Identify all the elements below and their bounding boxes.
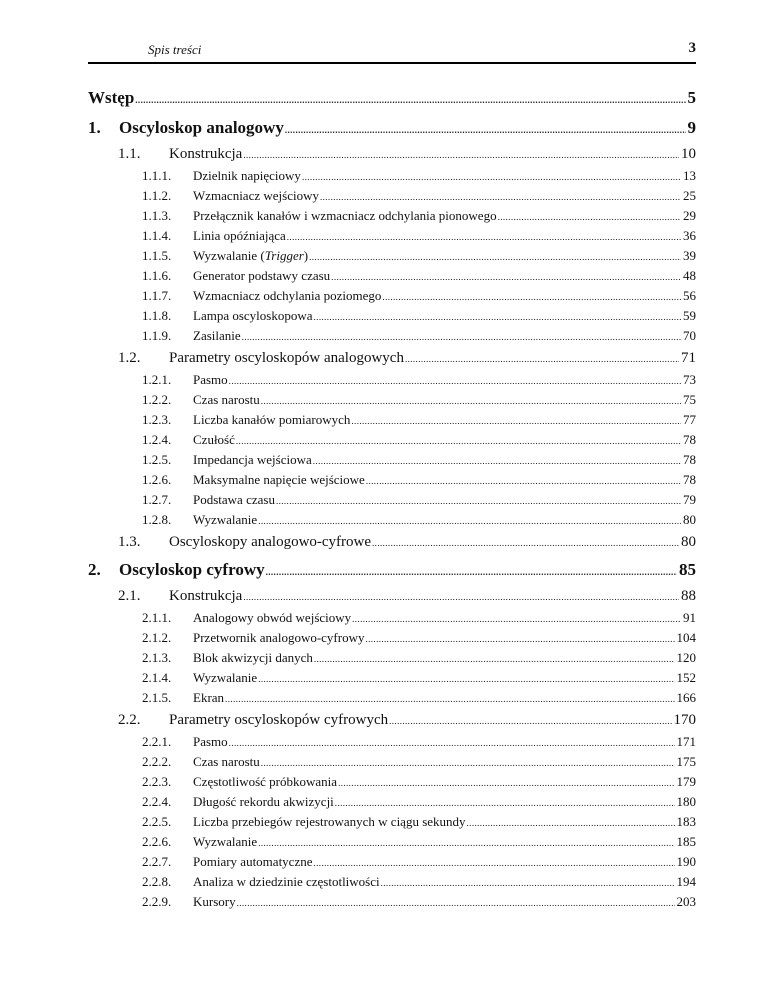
toc-entry — [142, 328, 696, 344]
toc-entry-page: 78 — [683, 472, 696, 487]
toc-entry — [142, 268, 696, 284]
toc-leader-dots — [266, 560, 677, 580]
toc-entry-number: 2.2.1. — [142, 734, 172, 749]
toc-entry-number: 1.2.8. — [142, 512, 172, 527]
toc-entry-page: 78 — [683, 432, 696, 447]
toc-entry — [142, 248, 696, 264]
toc-entry-page: 39 — [683, 248, 696, 263]
toc-entry — [118, 350, 696, 367]
toc-entry-number: 2.2. — [118, 712, 141, 728]
toc-entry-number: 2.2.2. — [142, 754, 172, 769]
toc-entry-page: 80 — [681, 534, 696, 550]
toc-entry-page: 170 — [673, 712, 696, 728]
toc-entry-title: Kursory — [193, 894, 236, 909]
toc-entry-page: 80 — [683, 512, 696, 527]
toc-entry-page: 190 — [676, 854, 696, 869]
toc-entry-number: 2.1.2. — [142, 630, 172, 645]
toc-entry-title: Zasilanie — [193, 328, 241, 343]
toc-entry-title: Przetwornik analogowo-cyfrowy — [193, 630, 365, 645]
toc-entry-page: 5 — [687, 88, 696, 107]
toc-entry-page: 36 — [683, 228, 696, 243]
toc-entry-number: 1.2.5. — [142, 452, 172, 467]
toc-leader-dots — [229, 372, 681, 388]
toc-entry — [142, 308, 696, 324]
toc-entry-page: 179 — [676, 774, 696, 789]
toc-entry-title: Przełącznik kanałów i wzmacniacz odchylania pionowego — [193, 208, 497, 223]
toc-entry-title: Liczba przebiegów rejestrowanych w ciągu sekundy — [193, 814, 466, 829]
toc-entry — [142, 754, 696, 770]
toc-leader-dots — [285, 118, 686, 138]
toc-entry-title: Pasmo — [193, 372, 228, 387]
toc-entry-title: Lampa oscyloskopowa — [193, 308, 313, 323]
toc-entry-title: Konstrukcja — [169, 146, 243, 162]
toc-entry — [142, 734, 696, 750]
toc-entry-title: Analogowy obwód wejściowy — [193, 610, 352, 625]
toc-leader-dots — [314, 650, 675, 666]
toc-entry-title: Częstotliwość próbkowania — [193, 774, 338, 789]
toc-entry-page: 88 — [681, 588, 696, 604]
toc-entry-number: 2.2.4. — [142, 794, 172, 809]
toc-leader-dots — [258, 670, 674, 686]
toc-leader-dots — [225, 690, 674, 706]
toc-entry-number: 1.2.3. — [142, 412, 172, 427]
toc-entry — [142, 690, 696, 706]
toc-entry-title: Parametry oscyloskopów cyfrowych — [169, 712, 389, 728]
toc-entry-number: 2. — [88, 560, 101, 579]
toc-entry-title: Dzielnik napięciowy — [193, 168, 301, 183]
toc-entry-page: 180 — [676, 794, 696, 809]
toc-entry — [88, 118, 696, 138]
toc-entry-page: 48 — [683, 268, 696, 283]
toc-entry-page: 166 — [676, 690, 696, 705]
toc-entry-number: 2.1.4. — [142, 670, 172, 685]
toc-entry — [118, 534, 696, 551]
toc-entry-title: Wyzwalanie (Trigger) — [193, 248, 309, 263]
toc-entry-title: Konstrukcja — [169, 588, 243, 604]
toc-leader-dots — [389, 712, 671, 729]
toc-entry-number: 1.1. — [118, 146, 141, 162]
toc-entry-page: 78 — [683, 452, 696, 467]
toc-entry — [142, 492, 696, 508]
toc-entry-title: Czas narostu — [193, 754, 260, 769]
toc-entry-page: 183 — [676, 814, 696, 829]
toc-entry — [142, 392, 696, 408]
toc-leader-dots — [261, 754, 675, 770]
toc-entry-number: 1.2.7. — [142, 492, 172, 507]
toc-entry-page: 91 — [683, 610, 696, 625]
toc-entry-page: 10 — [681, 146, 696, 162]
toc-leader-dots — [242, 328, 681, 344]
toc-entry — [142, 208, 696, 224]
toc-leader-dots — [352, 610, 681, 626]
toc-entry-page: 59 — [683, 308, 696, 323]
toc-entry — [142, 432, 696, 448]
toc-entry-number: 1.1.2. — [142, 188, 172, 203]
toc-entry-page: 85 — [679, 560, 696, 579]
toc-leader-dots — [313, 452, 681, 468]
toc-entry-number: 2.2.5. — [142, 814, 172, 829]
toc-entry-title: Linia opóźniająca — [193, 228, 286, 243]
toc-leader-dots — [302, 168, 681, 184]
toc-entry — [142, 288, 696, 304]
toc-entry-title: Generator podstawy czasu — [193, 268, 331, 283]
toc-entry-number: 1.2.2. — [142, 392, 172, 407]
toc-entry-number: 1.2.1. — [142, 372, 172, 387]
toc-entry — [142, 794, 696, 810]
toc-entry-page: 120 — [676, 650, 696, 665]
toc-entry-title: Wyzwalanie — [193, 670, 258, 685]
toc-entry-page: 185 — [676, 834, 696, 849]
toc-leader-dots — [237, 894, 675, 910]
toc-leader-dots — [135, 88, 685, 108]
toc-entry-title: Wzmacniacz odchylania poziomego — [193, 288, 382, 303]
toc-entry-title: Pasmo — [193, 734, 228, 749]
toc-entry-title: Wzmacniacz wejściowy — [193, 188, 319, 203]
toc-entry — [142, 610, 696, 626]
toc-entry-page: 203 — [676, 894, 696, 909]
toc-entry — [142, 650, 696, 666]
toc-leader-dots — [498, 208, 681, 224]
toc-entry-page: 25 — [683, 188, 696, 203]
toc-entry-page: 73 — [683, 372, 696, 387]
toc-entry-number: 1.2.6. — [142, 472, 172, 487]
toc-entry — [142, 774, 696, 790]
toc-entry-number: 1.1.1. — [142, 168, 172, 183]
toc-leader-dots — [243, 588, 679, 605]
toc-entry — [142, 452, 696, 468]
toc-entry-page: 171 — [676, 734, 696, 749]
toc-entry — [118, 712, 696, 729]
running-header — [88, 40, 696, 64]
toc-entry-title: Podstawa czasu — [193, 492, 275, 507]
toc-entry-page: 71 — [681, 350, 696, 366]
toc-entry — [142, 894, 696, 910]
toc-entry-page: 79 — [683, 492, 696, 507]
toc-leader-dots — [381, 874, 675, 890]
toc-entry-title: Wyzwalanie — [193, 834, 258, 849]
toc-entry-page: 9 — [687, 118, 696, 137]
toc-entry — [142, 834, 696, 850]
toc-entry-number: 2.2.9. — [142, 894, 172, 909]
toc-entry — [142, 512, 696, 528]
toc-leader-dots — [287, 228, 681, 244]
toc-leader-dots — [243, 146, 679, 163]
toc-entry-title: Czas narostu — [193, 392, 260, 407]
toc-entry-number: 1.1.9. — [142, 328, 172, 343]
toc-entry-number: 2.2.3. — [142, 774, 172, 789]
toc-entry-title: Maksymalne napięcie wejściowe — [193, 472, 365, 487]
toc-entry-number: 1.1.3. — [142, 208, 172, 223]
toc-entry-page: 56 — [683, 288, 696, 303]
toc-entry — [142, 372, 696, 388]
toc-entry — [88, 560, 696, 580]
toc-leader-dots — [351, 412, 681, 428]
toc-entry-number: 2.1. — [118, 588, 141, 604]
toc-entry-page: 29 — [683, 208, 696, 223]
toc-leader-dots — [405, 350, 679, 367]
toc-leader-dots — [335, 794, 675, 810]
toc-leader-dots — [261, 392, 681, 408]
toc-entry-page: 104 — [676, 630, 696, 645]
toc-leader-dots — [314, 854, 675, 870]
toc-entry-number: 1.2. — [118, 350, 141, 366]
toc-entry-page: 77 — [683, 412, 696, 427]
toc-entry-title: Długość rekordu akwizycji — [193, 794, 334, 809]
toc-entry-number: 2.2.8. — [142, 874, 172, 889]
toc-entry-title: Pomiary automatyczne — [193, 854, 313, 869]
toc-entry-page: 75 — [683, 392, 696, 407]
toc-entry — [142, 670, 696, 686]
toc-entry-title: Oscyloskop cyfrowy — [119, 560, 265, 579]
toc-entry — [142, 168, 696, 184]
toc-entry — [142, 630, 696, 646]
toc-entry-number: 2.1.1. — [142, 610, 172, 625]
toc-entry — [118, 588, 696, 605]
toc-entry — [142, 854, 696, 870]
toc-entry-page: 194 — [676, 874, 696, 889]
toc-entry-title: Liczba kanałów pomiarowych — [193, 412, 351, 427]
toc-entry-page: 152 — [676, 670, 696, 685]
toc-leader-dots — [258, 512, 681, 528]
toc-entry — [142, 228, 696, 244]
toc-entry-title: Parametry oscyloskopów analogowych — [169, 350, 404, 366]
toc-entry-number: 1.1.5. — [142, 248, 172, 263]
toc-entry-number: 2.2.6. — [142, 834, 172, 849]
toc-entry-page: 13 — [683, 168, 696, 183]
toc-entry-number: 2.1.5. — [142, 690, 172, 705]
toc-leader-dots — [309, 248, 681, 264]
toc-leader-dots — [467, 814, 675, 830]
toc-entry-title: Oscyloskop analogowy — [119, 118, 284, 137]
header-page-number: 3 — [688, 40, 696, 56]
toc-leader-dots — [366, 472, 681, 488]
toc-entry — [142, 814, 696, 830]
toc-entry-title: Impedancja wejściowa — [193, 452, 312, 467]
header-title: Spis treści — [148, 42, 202, 57]
toc-entry — [118, 146, 696, 163]
toc-leader-dots — [236, 432, 681, 448]
toc-entry-title: Wstęp — [88, 88, 135, 107]
toc-entry-title: Blok akwizycji danych — [193, 650, 313, 665]
toc-entry-title: Wyzwalanie — [193, 512, 258, 527]
toc-entry-page: 70 — [683, 328, 696, 343]
toc-entry — [142, 412, 696, 428]
toc-entry-number: 1.1.6. — [142, 268, 172, 283]
toc-entry-page: 175 — [676, 754, 696, 769]
toc-entry-title: Czułość — [193, 432, 235, 447]
toc-leader-dots — [258, 834, 674, 850]
toc-entry-number: 1.1.7. — [142, 288, 172, 303]
toc-entry-title: Ekran — [193, 690, 225, 705]
toc-entry — [142, 472, 696, 488]
toc-leader-dots — [382, 288, 681, 304]
toc-leader-dots — [365, 630, 674, 646]
toc-entry-number: 1.1.8. — [142, 308, 172, 323]
toc-entry — [142, 874, 696, 890]
toc-entry-title: Analiza w dziedzinie częstotliwości — [193, 874, 380, 889]
toc-leader-dots — [314, 308, 681, 324]
toc-entry-number: 1.2.4. — [142, 432, 172, 447]
toc-leader-dots — [331, 268, 681, 284]
toc-leader-dots — [338, 774, 674, 790]
toc-leader-dots — [372, 534, 679, 551]
toc-entry-number: 1.3. — [118, 534, 141, 550]
toc-entry — [142, 188, 696, 204]
toc-leader-dots — [276, 492, 681, 508]
toc-entry-number: 1.1.4. — [142, 228, 172, 243]
toc-entry — [88, 88, 696, 108]
toc-leader-dots — [229, 734, 675, 750]
toc-entry-number: 2.1.3. — [142, 650, 172, 665]
toc-entry-number: 2.2.7. — [142, 854, 172, 869]
toc-leader-dots — [320, 188, 681, 204]
toc-entry-title: Oscyloskopy analogowo-cyfrowe — [169, 534, 372, 550]
toc-entry-number: 1. — [88, 118, 101, 137]
